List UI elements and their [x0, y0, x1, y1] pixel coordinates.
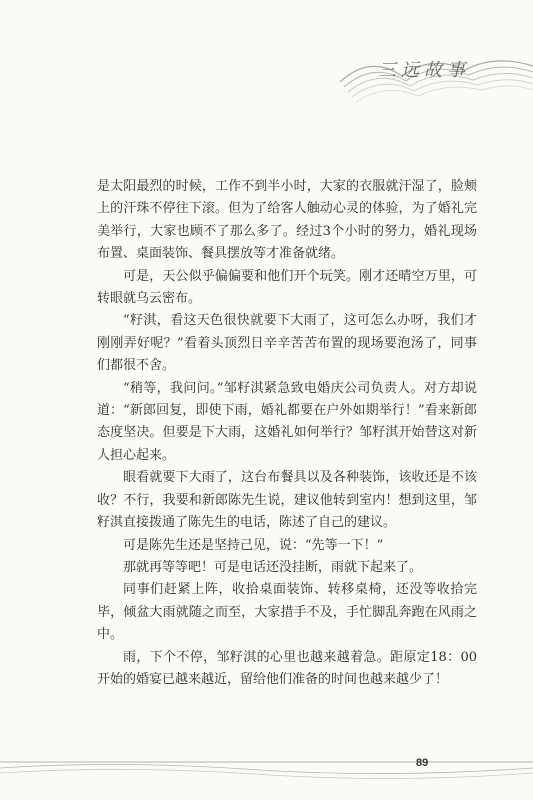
paragraph: 雨，下个不停，邹籽淇的心里也越来越着急。距原定18：00开始的婚宴已越来越近，留给他们准备的时间也越来越少了！: [97, 649, 477, 687]
paragraph: 可是，天公似乎偏偏要和他们开个玩笑。刚才还晴空万里，可转眼就乌云密布。: [97, 268, 477, 307]
header-title: 三远故事: [378, 60, 470, 81]
paragraph: 眼看就要下大雨了，这台布餐具以及各种装饰，该收还是不该收？不行，我要和新郎陈先生说，建议他转到室内！想到这里，邹籽淇直接拨通了陈先生的电话，陈述了自己的建议。: [97, 470, 477, 531]
page-number: 89: [416, 757, 429, 769]
paragraph: “稍等，我问问。”邹籽淇紧急致电婚庆公司负责人。对方却说道：“新郎回复，即使下雨，婚礼都要在户外如期举行！”看来新郎态度坚决。但要是下大雨，这婚礼如何举行？邹籽淇开始替这对新人担心起来。: [97, 380, 477, 463]
paragraph: “籽淇，看这天色很快就要下大雨了，这可怎么办呀，我们才刚刚弄好呢？”看着头顶烈日辛辛苦苦布置的现场要泡汤了，同事们都很不舍。: [97, 313, 477, 374]
footer-wave-decoration: [0, 738, 533, 788]
paragraph: 是太阳最烈的时候，工作不到半小时，大家的衣服就汗湿了，脸颊上的汗珠不停往下滚。但为了给客人触动心灵的体验，为了婚礼完美举行，大家也顾不了那么多了。经过3个小时的努力，婚礼现场布置、桌面装饰、餐具摆放等才准备就绪。: [97, 179, 477, 262]
paragraph: 那就再等等吧！可是电话还没挂断，雨就下起来了。: [123, 559, 423, 575]
paragraph: 可是陈先生还是坚持己见，说：“先等一下！”: [123, 537, 384, 553]
paragraph: 同事们赶紧上阵，收拾桌面装饰、转移桌椅，还没等收拾完毕，倾盆大雨就随之而至，大家措手不及，手忙脚乱奔跑在风雨之中。: [97, 582, 477, 643]
body-text: [97, 176, 477, 691]
